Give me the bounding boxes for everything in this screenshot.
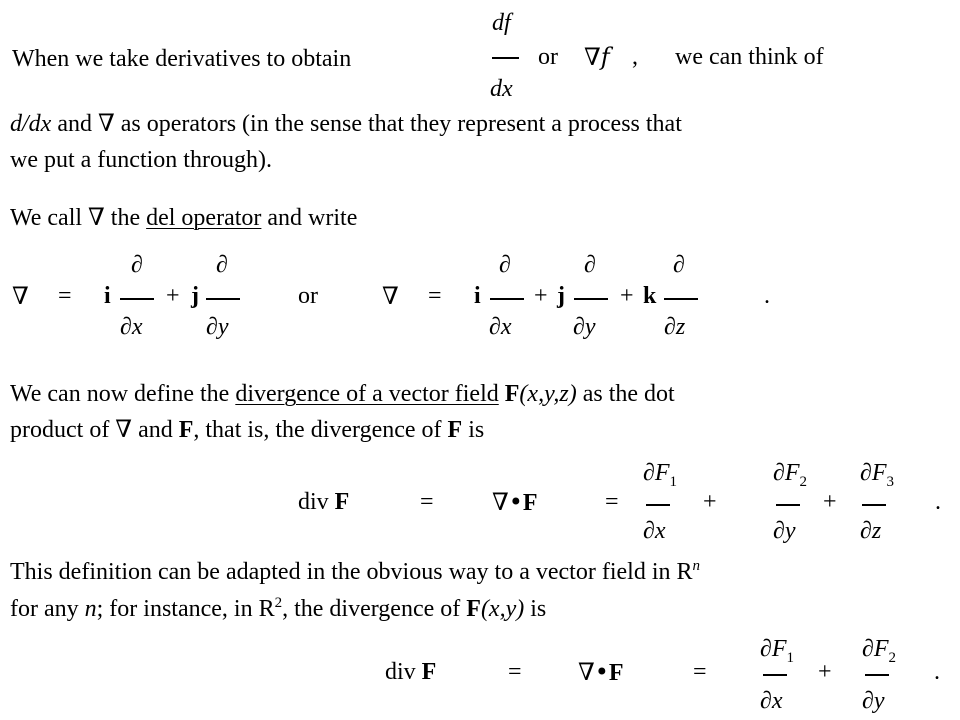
eq1-partial-5: ∂ (673, 252, 685, 278)
para1-line1-rest: and ∇ as operators (in the sense that they represent a process that (51, 111, 682, 137)
eq2-div: div F (298, 489, 350, 515)
eq2-pF1: $\partial F_1$ (643, 460, 678, 490)
para2-F: F (498, 381, 520, 407)
divergence-term: divergence of a vector field (235, 381, 499, 407)
eq2-dz: ∂z (860, 518, 882, 544)
intro-comma: , (632, 44, 638, 70)
eq1-period: . (764, 283, 770, 309)
para2-line1 (10, 380, 675, 408)
eq1-plus-3: + (620, 283, 634, 309)
intro-text: When we take derivatives to obtain (12, 46, 352, 72)
eq1-i: i (104, 283, 111, 309)
eq2-bar-2 (776, 504, 800, 506)
para1-line1 (10, 110, 682, 138)
intro-frac-num: df (492, 10, 511, 36)
eq2-nabla-dot: ∇•F (492, 488, 538, 516)
intro-or: or (538, 44, 558, 70)
eq2-dx: ∂x (643, 518, 666, 544)
para2-a: We can now define the (10, 381, 236, 407)
eq1-equals: = (58, 283, 72, 309)
eq1-k: k (643, 283, 657, 309)
para2-line2-F2: F (447, 417, 463, 443)
eq1-dx: ∂x (120, 314, 143, 340)
eq3-pF1: $\partial F_1$ (760, 636, 795, 666)
eq1-bar-3 (490, 298, 524, 300)
eq1-partial-1: ∂ (131, 252, 143, 278)
para2-line2 (10, 416, 484, 444)
eq1-equals-3d: = (428, 283, 442, 309)
eq3-bar-1 (763, 674, 787, 676)
para3-sup-2: 2 (274, 595, 283, 611)
eq1-bar-1 (120, 298, 154, 300)
eq1-partial-2: ∂ (216, 252, 228, 278)
para3-line2: for any n; for instance, in $R^2$, the divergence of F(x,y) is (10, 595, 547, 622)
eq2-bar-1 (646, 504, 670, 506)
eq3-div: div F (385, 659, 437, 685)
para2-c: as the dot (576, 381, 675, 407)
eq2-plus-2: + (823, 489, 837, 515)
eq3-nabla-dot: ∇•F (578, 658, 624, 686)
eq1-bar-2 (206, 298, 240, 300)
para2-xyz: (x,y,z) (519, 381, 577, 407)
intro-frac-den: dx (490, 76, 513, 102)
del-operator-term: del operator (146, 205, 262, 231)
eq1-nabla-3d: ∇ (382, 282, 399, 310)
intro-tail: we can think of (675, 44, 824, 70)
eq1-dz: ∂z (664, 314, 686, 340)
para2-line2-a: product of ∇ and (10, 417, 179, 443)
ddx-operator: d/dx (10, 111, 52, 137)
eq3-bar-2 (865, 674, 889, 676)
eq1-j-3d: j (557, 283, 565, 309)
eq1-bar-4 (574, 298, 608, 300)
eq2-plus-1: + (703, 489, 717, 515)
eq3-pF2: $\partial F_2$ (862, 636, 897, 666)
eq2-period: . (935, 489, 941, 515)
eq1-dy-3d: ∂y (573, 314, 596, 340)
eq1-nabla: ∇ (12, 282, 29, 310)
para2-line2-b: , that is, the divergence of (193, 417, 448, 443)
eq1-dy: ∂y (206, 314, 229, 340)
eq3-dy: ∂y (862, 688, 885, 714)
para3-line1 (10, 558, 700, 586)
eq1-partial-3: ∂ (499, 252, 511, 278)
intro-frac-bar (492, 57, 519, 59)
para3-line1-text: This definition can be adapted in the obvious way to a vector field in R (10, 559, 693, 585)
eq2-dy: ∂y (773, 518, 796, 544)
para1-line2: we put a function through). (10, 147, 272, 173)
eq1-bar-5 (664, 298, 698, 300)
eq3-dx: ∂x (760, 688, 783, 714)
eq1-plus-2: + (534, 283, 548, 309)
para2-line2-F: F (178, 417, 194, 443)
eq3-equals-2: = (693, 659, 707, 685)
eq1-j: j (191, 283, 199, 309)
del-line-pre: We call ∇ the (10, 205, 147, 231)
eq1-partial-4: ∂ (584, 252, 596, 278)
del-line-post: and write (261, 205, 358, 231)
eq3-period: . (934, 659, 940, 685)
eq2-bar-3 (862, 504, 886, 506)
para3-sup-n: n (692, 558, 700, 574)
para2-line2-c: is (462, 417, 485, 443)
del-operator-line (10, 204, 357, 232)
intro-grad-f: ∇f (584, 43, 610, 71)
eq1-i-3d: i (474, 283, 481, 309)
eq2-equals-2: = (605, 489, 619, 515)
eq3-plus: + (818, 659, 832, 685)
eq1-or: or (298, 283, 318, 309)
eq2-pF2: $\partial F_2$ (773, 460, 808, 490)
eq1-plus-1: + (166, 283, 180, 309)
eq3-equals-1: = (508, 659, 522, 685)
eq2-equals-1: = (420, 489, 434, 515)
eq2-pF3: $\partial F_3$ (860, 460, 895, 490)
eq1-dx-3d: ∂x (489, 314, 512, 340)
